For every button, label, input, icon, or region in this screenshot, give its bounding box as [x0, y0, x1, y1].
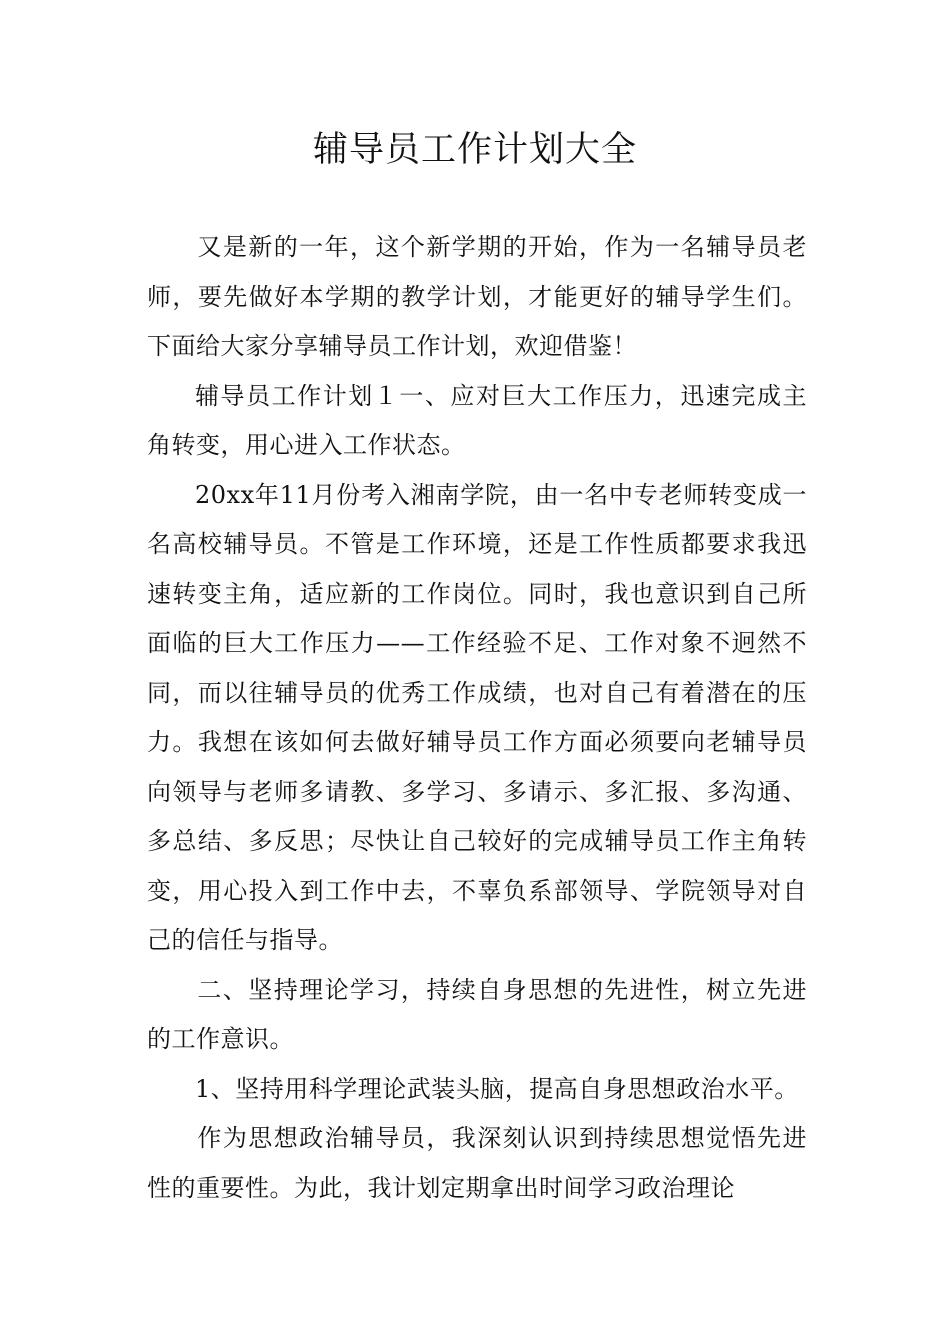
paragraph-intro: 又是新的一年，这个新学期的开始，作为一名辅导员老师，要先做好本学期的教学计划，才能更好的辅导学生们。下面给大家分享辅导员工作计划，欢迎借鉴！	[147, 233, 807, 360]
document-body	[147, 223, 807, 1213]
paragraph-section-2-heading: 二、坚持理论学习，持续自身思想的先进性，树立先进的工作意识。	[147, 975, 807, 1053]
paragraph-item-1-body: 作为思想政治辅导员，我深刻认识到持续思想觉悟先进性的重要性。为此，我计划定期拿出时间学习政治理论	[147, 1124, 807, 1202]
document-title: 辅导员工作计划大全	[312, 130, 637, 170]
paragraph-item-1: 1、坚持用科学理论武装头脑，提高自身思想政治水平。	[195, 1074, 799, 1103]
paragraph-plan-1-heading: 辅导员工作计划１一、应对巨大工作压力，迅速完成主角转变，用心进入工作状态。	[147, 381, 807, 459]
paragraph-plan-1-body: 20xx年11月份考入湘南学院，由一名中专老师转变成一名高校辅导员。不管是工作环境，还是工作性质都要求我迅速转变主角，适应新的工作岗位。同时，我也意识到自己所面临的巨大工作压力——工作经验不足、工作对象不迥然不同，而以往辅导员的优秀工作成绩，也对自己有着潜在的压力。我想在该如何去做好辅导员工作方面必须要向老辅导员向领导与老师多请教、多学习、多请示、多汇报、多沟通、多总结、多反思；尽快让自己较好的完成辅导员工作主角转变，用心投入到工作中去，不辜负系部领导、学院领导对自己的信任与指导。	[147, 480, 807, 954]
